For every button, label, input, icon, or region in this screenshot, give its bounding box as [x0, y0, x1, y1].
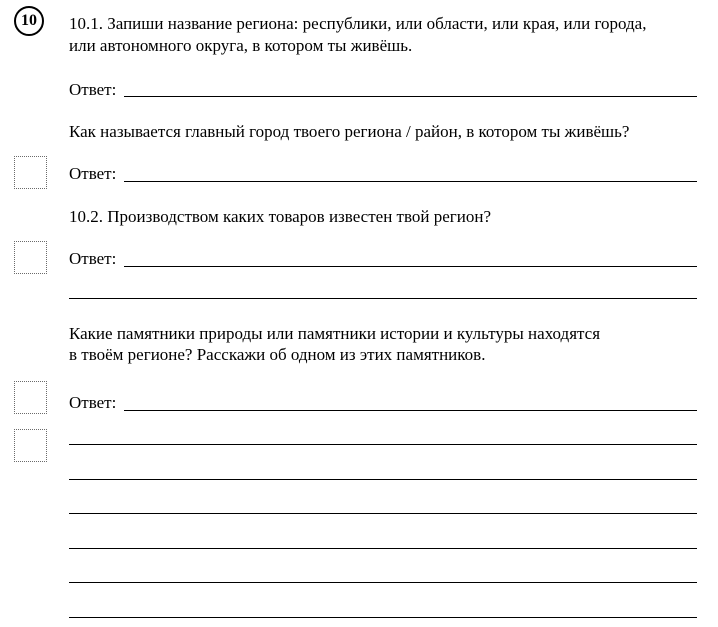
answer-line-11[interactable] [69, 617, 697, 618]
question-10-3-line-2: в твоём регионе? Расскажи об одном из этих памятников. [69, 345, 486, 364]
task-number-badge: 10 [14, 6, 44, 36]
answer-line-9[interactable] [69, 548, 697, 549]
answer-label-1: Ответ: [69, 80, 117, 99]
answer-line-4[interactable] [69, 298, 697, 299]
answer-line-3[interactable] [124, 266, 697, 267]
answer-line-5[interactable] [124, 410, 697, 411]
score-box-4[interactable] [14, 429, 47, 462]
answer-line-7[interactable] [69, 479, 697, 480]
answer-label-3: Ответ: [69, 249, 117, 268]
score-box-1[interactable] [14, 156, 47, 189]
answer-line-8[interactable] [69, 513, 697, 514]
question-10-1-line-2: или автономного округа, в котором ты живёшь. [69, 36, 413, 55]
score-box-2[interactable] [14, 241, 47, 274]
score-box-3[interactable] [14, 381, 47, 414]
answer-line-6[interactable] [69, 444, 697, 445]
answer-line-2[interactable] [124, 181, 697, 182]
question-10-1-sub: Как называется главный город твоего региона / район, в котором ты живёшь? [69, 122, 630, 141]
answer-label-4: Ответ: [69, 393, 117, 412]
answer-line-10[interactable] [69, 582, 697, 583]
answer-label-2: Ответ: [69, 164, 117, 183]
question-10-1-line-1: 10.1. Запиши название региона: республики, или области, или края, или города, [69, 14, 647, 33]
question-10-2: 10.2. Производством каких товаров известен твой регион? [69, 207, 491, 226]
answer-line-1[interactable] [124, 96, 697, 97]
question-10-3-line-1: Какие памятники природы или памятники истории и культуры находятся [69, 324, 601, 343]
